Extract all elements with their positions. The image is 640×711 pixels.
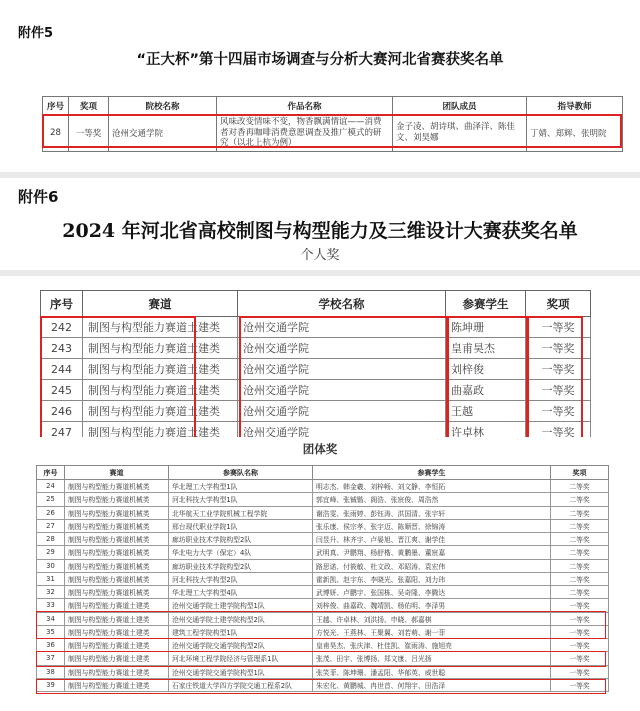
highlight-box <box>42 114 622 148</box>
header-no: 序号 <box>43 97 69 115</box>
cell-track: 制图与构型能力赛道机械类 <box>65 480 169 493</box>
header-award: 奖项 <box>551 466 609 480</box>
cell-team: 河北环境工程学院经济与管理系1队 <box>169 652 313 665</box>
cell-team: 沧州交通学院土建学院构型2队 <box>169 612 313 625</box>
cell-no: 243 <box>41 338 83 359</box>
header-no: 序号 <box>37 466 65 480</box>
cell-track: 制图与构型能力赛道土建类 <box>83 401 238 422</box>
cell-team: 华北电力大学（保定）4队 <box>169 546 313 559</box>
cell-students: 谢浩雯、张雨婷、彭钰涛、洪国清、张宇轩 <box>313 506 551 519</box>
header-school: 学校名称 <box>238 291 446 317</box>
cell-award: 一等奖 <box>526 338 591 359</box>
highlight-box <box>447 316 528 437</box>
cell-track: 制图与构型能力赛道土建类 <box>83 338 238 359</box>
table-header-row <box>43 97 623 115</box>
cell-track: 制图与构型能力赛道土建类 <box>65 599 169 612</box>
cell-no: 247 <box>41 422 83 438</box>
cell-school: 沧州交通学院 <box>109 115 217 152</box>
individual-award-panel <box>0 276 640 437</box>
cell-track: 制图与构型能力赛道机械类 <box>65 586 169 599</box>
cell-award: 一等奖 <box>526 380 591 401</box>
cell-no: 35 <box>37 625 65 638</box>
cell-team: 邢台现代职业学院1队 <box>169 519 313 532</box>
table-row <box>37 559 609 572</box>
table-row <box>37 533 609 546</box>
cell-student: 陈坤珊 <box>446 317 526 338</box>
cell-award: 一等奖 <box>69 115 109 152</box>
cell-school: 沧州交通学院 <box>238 338 446 359</box>
cell-no: 32 <box>37 586 65 599</box>
cell-student: 曲嘉政 <box>446 380 526 401</box>
cell-track: 制图与构型能力赛道土建类 <box>83 359 238 380</box>
highlight-box <box>36 651 606 667</box>
cell-track: 制图与构型能力赛道机械类 <box>65 559 169 572</box>
cell-team: 北华航天工业学院机械工程学院 <box>169 506 313 519</box>
cell-students: 郭宜峰、张铖锴、阁浩、张宸俊、周浩然 <box>313 493 551 506</box>
cell-track: 制图与构型能力赛道土建类 <box>65 678 169 691</box>
cell-award: 二等奖 <box>551 559 609 572</box>
cell-team: 廊坊职业技术学院构型2队 <box>169 559 313 572</box>
table-row <box>37 639 609 652</box>
cell-no: 245 <box>41 380 83 401</box>
cell-members: 金子凌、胡诗琪、曲泽洋、陈佳文、刘昊娜 <box>393 115 527 152</box>
cell-award: 二等奖 <box>551 572 609 585</box>
individual-award-subtitle: 个人奖 <box>300 248 340 263</box>
annex6-label: 附件6 <box>18 188 59 206</box>
header-track: 赛道 <box>83 291 238 317</box>
cell-track: 制图与构型能力赛道土建类 <box>65 612 169 625</box>
cell-students: 张笑菲、陈坤珊、潘孟阳、华郁英、威世聪 <box>313 665 551 678</box>
cell-track: 制图与构型能力赛道土建类 <box>83 317 238 338</box>
cell-no: 244 <box>41 359 83 380</box>
header-teachers: 指导教师 <box>527 97 623 115</box>
cell-track: 制图与构型能力赛道机械类 <box>65 572 169 585</box>
table-row <box>37 586 609 599</box>
cell-track: 制图与构型能力赛道机械类 <box>65 493 169 506</box>
cell-award: 一等奖 <box>551 599 609 612</box>
annex6-title: 2024 年河北省高校制图与构型能力及三维设计大赛获奖名单 <box>62 220 578 242</box>
cell-track: 制图与构型能力赛道机械类 <box>65 546 169 559</box>
cell-track: 制图与构型能力赛道机械类 <box>65 533 169 546</box>
annex5-label: 附件5 <box>18 26 54 41</box>
cell-school: 沧州交通学院 <box>238 422 446 438</box>
table-row <box>37 599 609 612</box>
cell-student: 皇甫昊杰 <box>446 338 526 359</box>
cell-students: 霍新凯、赵宇东、李晓光、张嘉阳、刘力玮 <box>313 572 551 585</box>
cell-track: 制图与构型能力赛道土建类 <box>83 380 238 401</box>
cell-award: 一等奖 <box>551 625 609 638</box>
cell-no: 25 <box>37 493 65 506</box>
highlight-box <box>239 316 448 437</box>
cell-work: 风味改变情味不变，物香飘满情谊——消费者对香再咖啡消费意愿调查及推广模式的研究（以北上杭为例） <box>217 115 393 152</box>
cell-no: 29 <box>37 546 65 559</box>
cell-award: 一等奖 <box>551 678 609 691</box>
cell-team: 河北科技大学构型2队 <box>169 572 313 585</box>
cell-no: 34 <box>37 612 65 625</box>
table-row <box>37 480 609 493</box>
table-header-row <box>37 466 609 480</box>
cell-school: 沧州交通学院 <box>238 380 446 401</box>
cell-team: 河北科技大学构型1队 <box>169 493 313 506</box>
cell-teachers: 丁婧、郑辉、张明院 <box>527 115 623 152</box>
table-row <box>37 519 609 532</box>
cell-no: 27 <box>37 519 65 532</box>
header-students: 参赛学生 <box>313 466 551 480</box>
header-award: 奖项 <box>69 97 109 115</box>
table-row <box>37 546 609 559</box>
header-award: 奖项 <box>526 291 591 317</box>
cell-students: 武博妍、卢鹏宇、张国栋、吴奇隆、李腾达 <box>313 586 551 599</box>
cell-award: 二等奖 <box>551 506 609 519</box>
cell-students: 方悦光、王燕林、王聚翼、刘若萌、谢一菲 <box>313 625 551 638</box>
cell-no: 28 <box>43 115 69 152</box>
cell-award: 一等奖 <box>551 639 609 652</box>
table-row <box>37 506 609 519</box>
cell-track: 制图与构型能力赛道土建类 <box>65 625 169 638</box>
cell-no: 33 <box>37 599 65 612</box>
cell-students: 明志杰、韩金羲、刘梓畅、刘文静、李恒拓 <box>313 480 551 493</box>
cell-track: 制图与构型能力赛道土建类 <box>65 652 169 665</box>
cell-students: 皇甫昊杰、张庆津、杜佳凯、崔雨涛、施旭亮 <box>313 639 551 652</box>
cell-award: 一等奖 <box>526 359 591 380</box>
cell-team: 建筑工程学院构型1队 <box>169 625 313 638</box>
cell-student: 王越 <box>446 401 526 422</box>
highlight-box <box>40 316 196 437</box>
cell-student: 刘梓俊 <box>446 359 526 380</box>
cell-track: 制图与构型能力赛道机械类 <box>65 519 169 532</box>
table-row <box>37 493 609 506</box>
cell-students: 张乐康、侯宗孝、张宇迈、陈顺晋、徐锦涛 <box>313 519 551 532</box>
cell-team: 廊坊职业技术学院构型2队 <box>169 533 313 546</box>
cell-school: 沧州交通学院 <box>238 359 446 380</box>
header-student: 参赛学生 <box>446 291 526 317</box>
cell-award: 二等奖 <box>551 533 609 546</box>
cell-award: 一等奖 <box>526 422 591 438</box>
cell-no: 39 <box>37 678 65 691</box>
cell-student: 许卓林 <box>446 422 526 438</box>
cell-team: 石家庄铁道大学四方学院交通工程系2队 <box>169 678 313 691</box>
annex6-header-panel <box>0 178 640 270</box>
cell-award: 一等奖 <box>551 612 609 625</box>
cell-track: 制图与构型能力赛道土建类 <box>83 422 238 438</box>
cell-no: 31 <box>37 572 65 585</box>
cell-no: 242 <box>41 317 83 338</box>
annex5-title: “正大杯”第十四届市场调查与分析大赛河北省赛获奖名单 <box>136 52 504 68</box>
annex5-panel <box>0 0 640 178</box>
cell-no: 246 <box>41 401 83 422</box>
header-school: 院校名称 <box>109 97 217 115</box>
header-team: 参赛队名称 <box>169 466 313 480</box>
cell-no: 36 <box>37 639 65 652</box>
cell-track: 制图与构型能力赛道土建类 <box>65 665 169 678</box>
cell-award: 一等奖 <box>551 665 609 678</box>
highlight-box <box>527 316 583 437</box>
highlight-box <box>36 611 606 639</box>
header-work: 作品名称 <box>217 97 393 115</box>
cell-award: 二等奖 <box>551 519 609 532</box>
cell-award: 二等奖 <box>551 480 609 493</box>
cell-award: 二等奖 <box>551 493 609 506</box>
cell-students: 武明真、尹鹏翔、杨舒楷、黄鹏墨、董宸嘉 <box>313 546 551 559</box>
header-no: 序号 <box>41 291 83 317</box>
cell-team: 沧州交通学院土建学院构型1队 <box>169 599 313 612</box>
header-members: 团队成员 <box>393 97 527 115</box>
cell-no: 24 <box>37 480 65 493</box>
table-row <box>37 572 609 585</box>
cell-team: 华北理工大学构型1队 <box>169 480 313 493</box>
cell-school: 沧州交通学院 <box>238 317 446 338</box>
highlight-box <box>36 679 606 694</box>
table-header-row <box>41 291 591 317</box>
team-award-subtitle: 团体奖 <box>302 442 338 456</box>
cell-award: 二等奖 <box>551 586 609 599</box>
cell-no: 28 <box>37 533 65 546</box>
cell-award: 一等奖 <box>526 401 591 422</box>
cell-students: 王越、许卓林、刘洪扬、申晓、郝嘉棋 <box>313 612 551 625</box>
cell-students: 路思诺、付筱敏、杜文政、邓昭涛、袁宏伟 <box>313 559 551 572</box>
cell-team: 沧州交通学院交通学院构型2队 <box>169 639 313 652</box>
cell-no: 37 <box>37 652 65 665</box>
cell-award: 二等奖 <box>551 546 609 559</box>
header-track: 赛道 <box>65 466 169 480</box>
cell-team: 华北理工大学构型4队 <box>169 586 313 599</box>
cell-award: 一等奖 <box>551 652 609 665</box>
cell-school: 沧州交通学院 <box>238 401 446 422</box>
cell-no: 30 <box>37 559 65 572</box>
cell-track: 制图与构型能力赛道机械类 <box>65 506 169 519</box>
cell-no: 38 <box>37 665 65 678</box>
cell-students: 张茂、田宇、张博扬、郑文康、吕光扬 <box>313 652 551 665</box>
cell-students: 闫昱升、林齐宇、卢晏旭、晋江爽、谢学佳 <box>313 533 551 546</box>
team-award-panel <box>0 437 640 711</box>
cell-team: 沧州交通学院交通学院构型1队 <box>169 665 313 678</box>
cell-track: 制图与构型能力赛道土建类 <box>65 639 169 652</box>
cell-students: 刘梓俊、曲嘉政、魏靖凯、杨佑明、李泽男 <box>313 599 551 612</box>
cell-no: 26 <box>37 506 65 519</box>
cell-award: 一等奖 <box>526 317 591 338</box>
cell-students: 朱宏化、黄鹏城、冉世首、何翔宇、田浩泽 <box>313 678 551 691</box>
